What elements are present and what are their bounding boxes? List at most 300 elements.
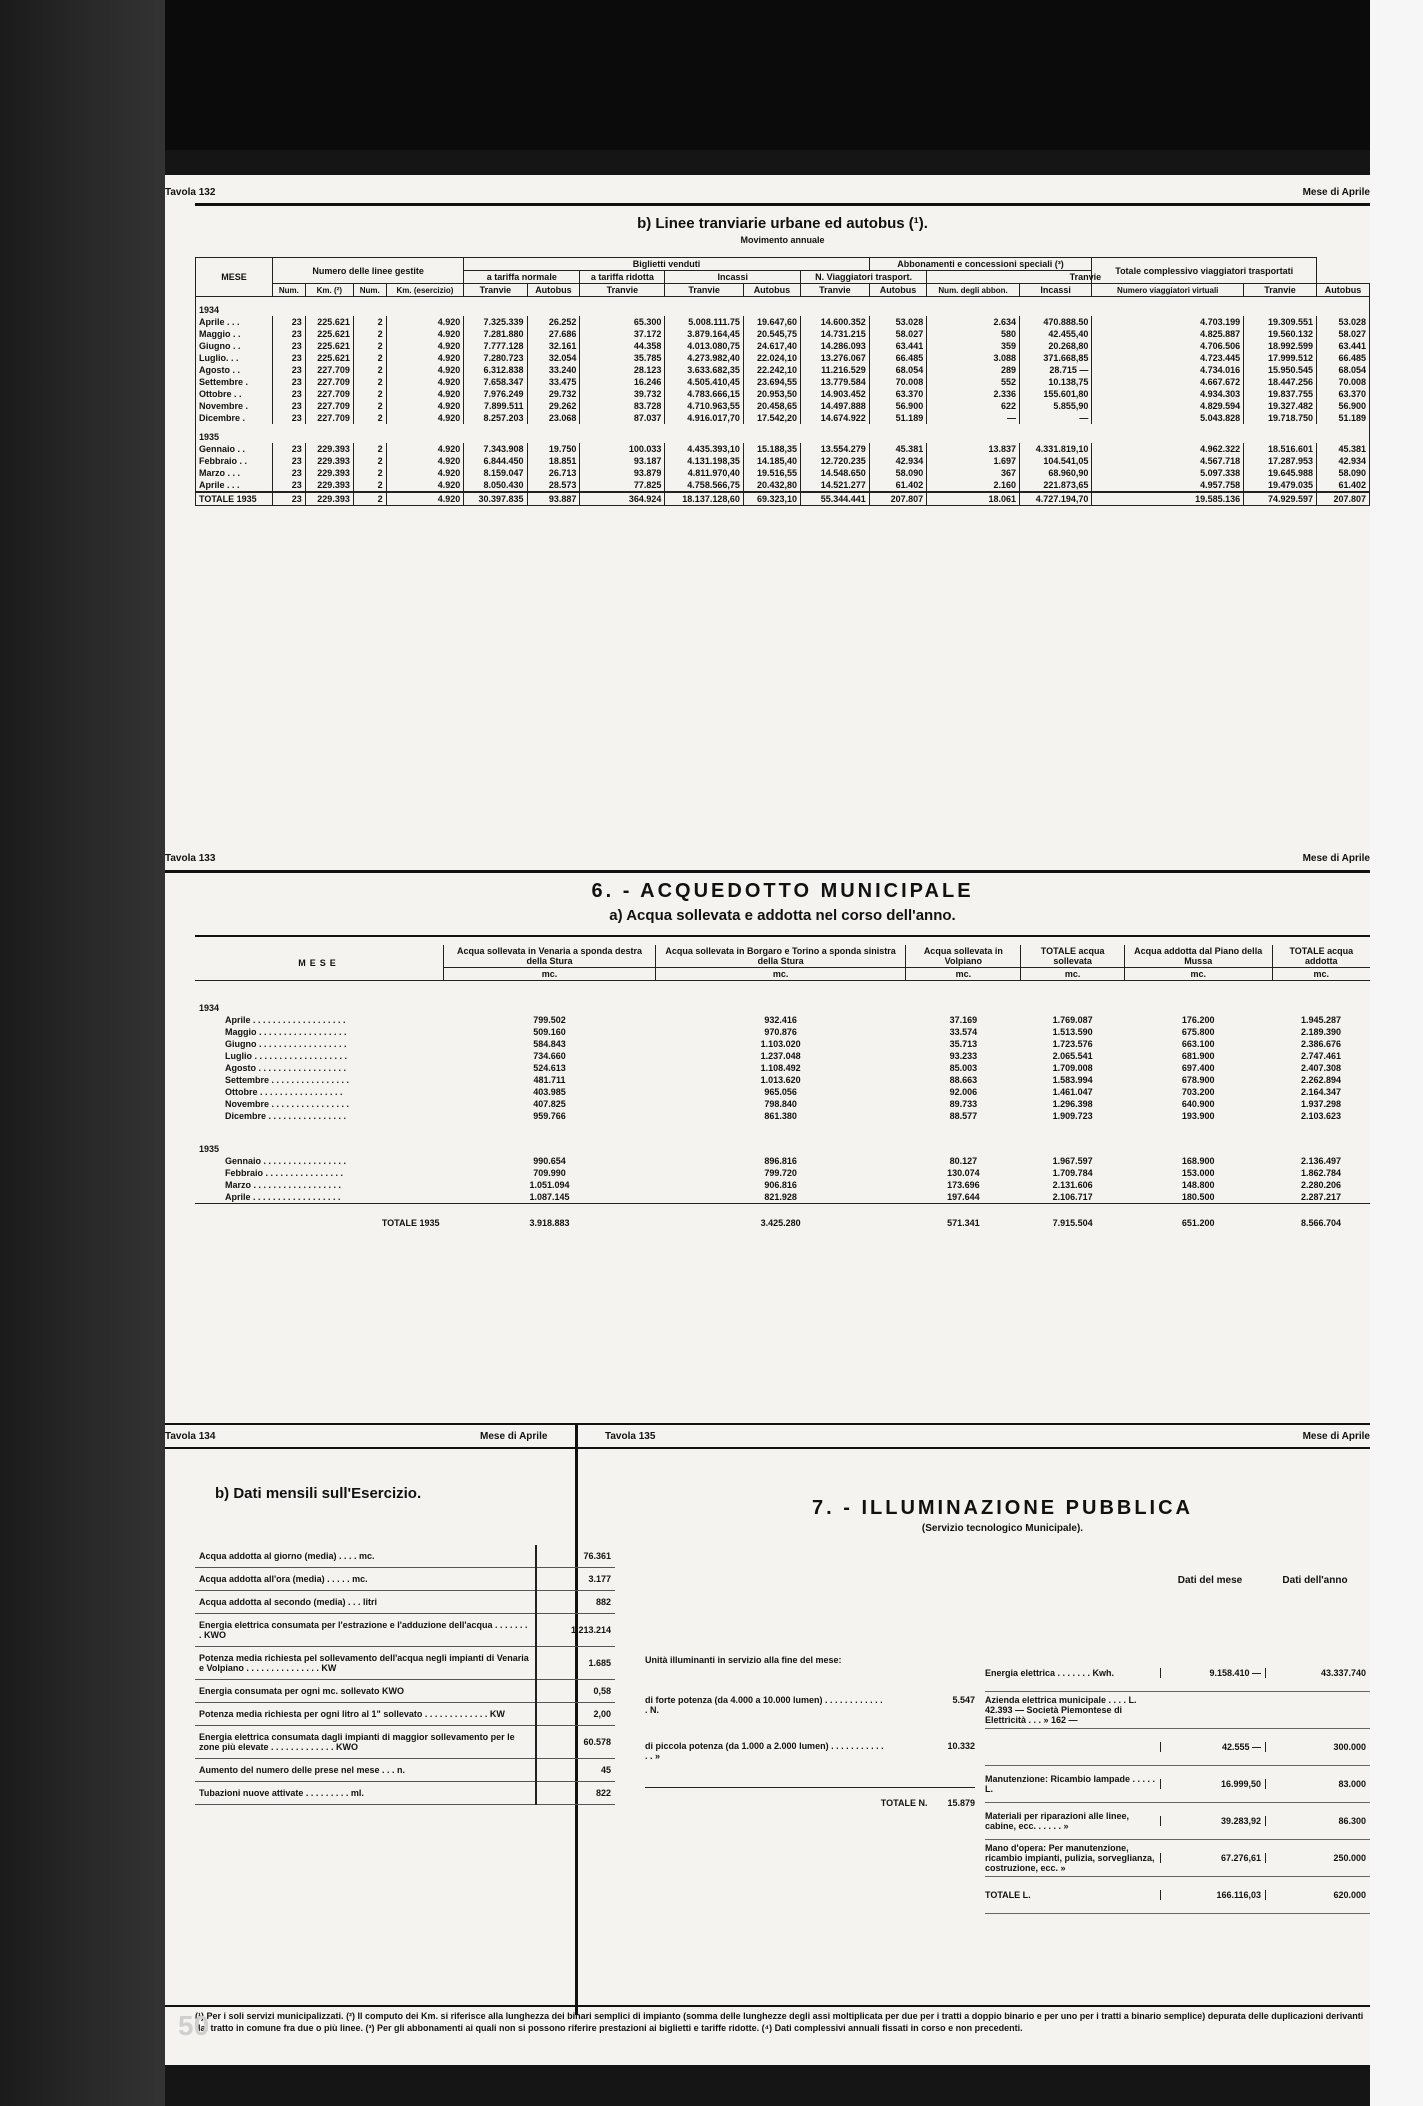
rule [165, 2005, 1370, 2007]
table-cell: 23 [273, 443, 306, 455]
row-value: 1.213.214 [536, 1614, 615, 1647]
table-cell: 16.246 [580, 376, 665, 388]
page-number: 50 [178, 2010, 210, 2041]
table-cell: 7.915.504 [1052, 1218, 1093, 1228]
table-row [195, 1647, 615, 1680]
table-cell: 229.393 [305, 479, 353, 492]
col-tariffa-normale: a tariffa normale [464, 271, 580, 284]
table-cell: 68.054 [869, 364, 926, 376]
col-viaggiatori: N. Viaggiatori trasport. [801, 271, 927, 284]
table-cell: 1.709.008 [1052, 1063, 1093, 1073]
unit-label: mc. [1124, 968, 1272, 981]
table-cell: 3.425.280 [760, 1218, 801, 1228]
table-row [195, 1155, 1370, 1167]
month-label: Agosto . . . . . . . . . . . . . . . . . . [225, 1063, 347, 1073]
table-row [196, 328, 1370, 340]
row-value: 10.332 [947, 1741, 975, 1751]
table-cell: 68.960,90 [1019, 467, 1091, 479]
table-cell: 39.732 [580, 388, 665, 400]
table-cell: 229.393 [305, 443, 353, 455]
month-label: Marzo . . . . . . . . . . . . . . . . . . [225, 1180, 342, 1190]
table-cell: — [1019, 412, 1091, 424]
table-cell: 4.920 [386, 467, 464, 479]
tav133-title: a) Acqua sollevata e addotta nel corso dell'anno. [609, 907, 956, 924]
table-cell: 63.441 [1317, 340, 1370, 352]
table-cell: 13.779.584 [801, 376, 870, 388]
col-numero-linee: Numero delle linee gestite [273, 258, 464, 284]
table-row [195, 1204, 1370, 1230]
col-h-tranvie: Tranvie [464, 284, 527, 297]
table-cell: 1.013.620 [760, 1075, 801, 1085]
col-incassi: Incassi [665, 271, 801, 284]
table-cell: 35.713 [949, 1039, 978, 1049]
table-cell: 32.054 [527, 352, 580, 364]
table-cell: 3.088 [927, 352, 1020, 364]
table-cell: 148.800 [1181, 1180, 1215, 1190]
table-cell: 1.103.020 [760, 1039, 801, 1049]
row-value: 39.283,92 [1160, 1816, 1265, 1826]
table-cell: 4.811.970,40 [665, 467, 743, 479]
table-cell: 4.916.017,70 [665, 412, 743, 424]
table-cell: 69.323,10 [743, 492, 800, 506]
table-cell: 227.709 [305, 412, 353, 424]
table-cell: 2.407.308 [1301, 1063, 1342, 1073]
table-cell: 4.706.506 [1092, 340, 1244, 352]
tav134-label: Tavola 134 [165, 1431, 216, 1442]
table-row [196, 364, 1370, 376]
table-cell: 55.344.441 [801, 492, 870, 506]
table-cell: 2.103.623 [1301, 1111, 1342, 1121]
table-cell: 93.187 [580, 455, 665, 467]
table-cell: 35.785 [580, 352, 665, 364]
table-cell: 227.709 [305, 388, 353, 400]
table-cell: 19.750 [527, 443, 580, 455]
row-label: Aumento del numero delle prese nel mese . . . n. [195, 1759, 536, 1782]
col-num-bus: Num. [353, 284, 386, 297]
col-h-tranvie: Tranvie [801, 284, 870, 297]
table-cell: 20.458,65 [743, 400, 800, 412]
table-cell: 65.300 [580, 316, 665, 328]
table-cell: 2.160 [927, 479, 1020, 492]
table-row [196, 467, 1370, 479]
month-label: Settembre . . . . . . . . . . . . . . . . [225, 1075, 350, 1085]
table-cell: 2.065.541 [1052, 1051, 1093, 1061]
table-cell: 56.900 [869, 400, 926, 412]
row-value: 5.547 [952, 1695, 975, 1705]
table-cell: 3.918.883 [529, 1218, 570, 1228]
table-cell: 33.574 [949, 1027, 978, 1037]
month-label: Marzo . . . [196, 467, 273, 479]
table-cell: 552 [927, 376, 1020, 388]
row-label: Azienda elettrica municipale . . . . L. 42.393 — Società Piemontese di Elettricità . . . » 162 — [985, 1695, 1137, 1725]
row-label: TOTALE L. [985, 1890, 1031, 1900]
month-label: Febbraio . . . . . . . . . . . . . . . . [225, 1168, 344, 1178]
tav135-label: Tavola 135 [605, 1431, 656, 1442]
table-row [196, 400, 1370, 412]
unit-label: mc. [1272, 968, 1370, 981]
row-value: 76.361 [536, 1545, 615, 1568]
tav133-table [195, 945, 1370, 1229]
table-cell: 1.909.723 [1052, 1111, 1093, 1121]
table-cell: 53.028 [869, 316, 926, 328]
table-cell: 2.136.497 [1301, 1156, 1342, 1166]
tav132-table [195, 257, 1370, 506]
table-row [196, 424, 1370, 443]
tav134-table [195, 1545, 615, 1805]
table-cell: 2.386.676 [1301, 1039, 1342, 1049]
row-value: 16.999,50 [1160, 1779, 1265, 1789]
table-cell: 896.816 [764, 1156, 797, 1166]
table-cell: 4.131.198,35 [665, 455, 743, 467]
table-cell: 965.056 [764, 1087, 797, 1097]
rule [165, 870, 1370, 873]
table-cell: 13.837 [927, 443, 1020, 455]
month-label: TOTALE 1935 [381, 1218, 440, 1228]
col-h-tranvie: Tranvie [665, 284, 743, 297]
col-incassi-abb: Incassi [1019, 284, 1091, 297]
row-value: 822 [536, 1782, 615, 1805]
table-cell: 4.505.410,45 [665, 376, 743, 388]
table-cell: 23.694,55 [743, 376, 800, 388]
table-cell: 193.900 [1181, 1111, 1215, 1121]
table-cell: 45.381 [1317, 443, 1370, 455]
table-cell: 6.844.450 [464, 455, 527, 467]
table-row [195, 1074, 1370, 1086]
table-cell: 225.621 [305, 340, 353, 352]
tav135-left-title: Unità illuminanti in servizio alla fine del mese: [645, 1655, 842, 1665]
col-header: TOTALE acqua sollevata [1021, 945, 1124, 968]
table-cell: 1.051.094 [529, 1180, 570, 1190]
table-cell: 4.957.758 [1092, 479, 1244, 492]
row-label: Manutenzione: Ricambio lampade . . . . . L. [985, 1774, 1156, 1794]
tav135-section: 7. - ILLUMINAZIONE PUBBLICA [812, 1497, 1193, 1519]
table-cell: 26.713 [527, 467, 580, 479]
table-row [196, 443, 1370, 455]
table-cell: 1.723.576 [1052, 1039, 1093, 1049]
table-cell: 2.189.390 [1301, 1027, 1342, 1037]
table-row [195, 1014, 1370, 1026]
table-cell: 80.127 [949, 1156, 978, 1166]
row-value: 45 [536, 1759, 615, 1782]
table-cell: 225.621 [305, 352, 353, 364]
row-value: 166.116,03 [1160, 1890, 1265, 1900]
table-cell: 799.720 [764, 1168, 797, 1178]
row-label: di forte potenza (da 4.000 a 10.000 lumen) . . . . . . . . . . . . . N. [645, 1695, 883, 1715]
table-cell: 23 [273, 316, 306, 328]
table-cell: 23 [273, 364, 306, 376]
table-cell: 3.633.682,35 [665, 364, 743, 376]
table-cell: 23.068 [527, 412, 580, 424]
row-value: 43.337.740 [1265, 1668, 1366, 1678]
row-label: Energia elettrica consumata dagli impianti di maggior sollevamento per le zone più elevate . . . . . . . . . . . . . KWO [195, 1726, 536, 1759]
table-row [196, 297, 1370, 317]
table-cell: 89.733 [949, 1099, 978, 1109]
table-cell: 15.188,35 [743, 443, 800, 455]
table-cell: 709.990 [533, 1168, 566, 1178]
footnote: (¹) Per i soli servizi municipalizzati. [195, 2011, 344, 2021]
list-item [985, 1655, 1370, 1692]
table-cell: 1.697 [927, 455, 1020, 467]
table-cell: 12.720.235 [801, 455, 870, 467]
table-cell: 2.280.206 [1301, 1180, 1342, 1190]
table-row [196, 492, 1370, 506]
row-value: 620.000 [1265, 1890, 1366, 1900]
table-cell: 14.286.093 [801, 340, 870, 352]
table-cell: 207.807 [1317, 492, 1370, 506]
table-cell: 22.242,10 [743, 364, 800, 376]
footnote: (⁴) Dati complessivi annuali fissati in corso e non precedenti. [761, 2023, 1023, 2033]
table-cell: 4.331.819,10 [1019, 443, 1091, 455]
month-label: Ottobre . . [196, 388, 273, 400]
tav134-month: Mese di Aprile [480, 1431, 548, 1442]
table-cell: 176.200 [1181, 1015, 1215, 1025]
table-cell: 221.873,65 [1019, 479, 1091, 492]
col-km: Km. (²) [305, 284, 353, 297]
table-cell: 2 [353, 455, 386, 467]
table-cell: 663.100 [1181, 1039, 1215, 1049]
table-cell: 1.967.597 [1052, 1156, 1093, 1166]
list-item [985, 1803, 1370, 1840]
col-h-autobus: Autobus [743, 284, 800, 297]
table-cell: 2 [353, 467, 386, 479]
table-cell: 42.934 [869, 455, 926, 467]
table-cell: 92.006 [949, 1087, 978, 1097]
table-cell: 4.723.445 [1092, 352, 1244, 364]
table-row [195, 1026, 1370, 1038]
table-cell: 93.887 [527, 492, 580, 506]
table-cell: 821.928 [764, 1192, 797, 1202]
table-cell: 58.027 [869, 328, 926, 340]
table-row [196, 412, 1370, 424]
table-cell: 4.920 [386, 479, 464, 492]
month-label: Aprile . . . [196, 316, 273, 328]
month-label: Novembre . . . . . . . . . . . . . . . . [225, 1099, 350, 1109]
table-cell: 970.876 [764, 1027, 797, 1037]
month-label: TOTALE 1935 [196, 492, 273, 506]
table-row [195, 1191, 1370, 1204]
table-cell: — [927, 412, 1020, 424]
list-item [985, 1729, 1370, 1766]
table-cell: 4.920 [386, 328, 464, 340]
list-item [645, 1695, 975, 1715]
year-label: 1935 [196, 424, 1370, 443]
table-row [195, 1591, 615, 1614]
col-header: Acqua sollevata in Volpiano [906, 945, 1021, 968]
table-cell: 1.945.287 [1301, 1015, 1342, 1025]
table-cell: 4.920 [386, 388, 464, 400]
table-cell: 14.674.922 [801, 412, 870, 424]
table-cell: 7.777.128 [464, 340, 527, 352]
table-cell: 18.137.128,60 [665, 492, 743, 506]
table-cell: 23 [273, 340, 306, 352]
row-value: 67.276,61 [1160, 1853, 1265, 1863]
table-row [195, 1703, 615, 1726]
col-num-abbon: Num. degli abbon. [927, 284, 1020, 297]
month-label: Luglio. . . [196, 352, 273, 364]
table-cell: 580 [927, 328, 1020, 340]
table-cell: 28.573 [527, 479, 580, 492]
year-label: 1934 [199, 1003, 220, 1013]
month-label: Giugno . . [196, 340, 273, 352]
row-value: 60.578 [536, 1726, 615, 1759]
row-label: Energia elettrica consumata per l'estrazione e l'adduzione dell'acqua . . . . . . . . KWO [195, 1614, 536, 1647]
col-header: Acqua sollevata in Borgaro e Torino a sponda sinistra della Stura [656, 945, 906, 968]
table-cell: 63.370 [869, 388, 926, 400]
table-cell: 155.601,80 [1019, 388, 1091, 400]
table-cell: 1.237.048 [760, 1051, 801, 1061]
table-cell: 19.309.551 [1244, 316, 1317, 328]
row-value: 2,00 [536, 1703, 615, 1726]
table-cell: 88.577 [949, 1111, 978, 1121]
row-value: 882 [536, 1591, 615, 1614]
table-cell: 28.123 [580, 364, 665, 376]
table-cell: 18.992.599 [1244, 340, 1317, 352]
rule [165, 1447, 1370, 1449]
month-label: Gennaio . . . . . . . . . . . . . . . . . [225, 1156, 347, 1166]
table-cell: 5.008.111.75 [665, 316, 743, 328]
table-cell: 2 [353, 400, 386, 412]
table-row [195, 1122, 1370, 1155]
row-value: 1.685 [536, 1647, 615, 1680]
table-row [195, 1726, 615, 1759]
table-row [195, 1568, 615, 1591]
table-cell: 1.937.298 [1301, 1099, 1342, 1109]
table-cell: 2 [353, 376, 386, 388]
table-cell: 524.613 [533, 1063, 566, 1073]
table-cell: 19.585.136 [1092, 492, 1244, 506]
table-cell: 197.644 [947, 1192, 980, 1202]
table-cell: 697.400 [1181, 1063, 1215, 1073]
table-cell: 68.054 [1317, 364, 1370, 376]
row-label: TOTALE N. [880, 1798, 928, 1808]
table-cell: 23 [273, 412, 306, 424]
col-h-tranvie: Tranvie [580, 284, 665, 297]
table-cell: 37.172 [580, 328, 665, 340]
table-cell: 22.024,10 [743, 352, 800, 364]
table-cell: 4.920 [386, 340, 464, 352]
table-cell: 2 [353, 364, 386, 376]
table-cell: 4.273.982,40 [665, 352, 743, 364]
table-row [195, 1680, 615, 1703]
table-cell: 10.138,75 [1019, 376, 1091, 388]
table-cell: 8.257.203 [464, 412, 527, 424]
table-cell: 63.370 [1317, 388, 1370, 400]
table-cell: 861.380 [764, 1111, 797, 1121]
col-abbonamenti: Abbonamenti e concessioni speciali (³) [869, 258, 1092, 271]
table-cell: 14.497.888 [801, 400, 870, 412]
table-row [196, 388, 1370, 400]
table-cell: 5.043.828 [1092, 412, 1244, 424]
table-cell: 77.825 [580, 479, 665, 492]
table-cell: 678.900 [1181, 1075, 1215, 1085]
row-label: Acqua addotta al giorno (media) . . . . mc. [195, 1545, 536, 1568]
table-cell: 8.159.047 [464, 467, 527, 479]
table-cell: 24.617,40 [743, 340, 800, 352]
table-row [195, 1110, 1370, 1122]
month-label: Agosto . . [196, 364, 273, 376]
table-cell: 4.920 [386, 376, 464, 388]
row-value: 86.300 [1265, 1816, 1366, 1826]
table-cell: 23 [273, 479, 306, 492]
table-cell: 2 [353, 352, 386, 364]
month-label: Maggio . . . . . . . . . . . . . . . . . . [225, 1027, 347, 1037]
table-cell: 2 [353, 479, 386, 492]
table-cell: 17.999.512 [1244, 352, 1317, 364]
table-cell: 168.900 [1181, 1156, 1215, 1166]
table-cell: 8.050.430 [464, 479, 527, 492]
table-cell: 227.709 [305, 376, 353, 388]
table-cell: 83.728 [580, 400, 665, 412]
col-tranvie-abb: Tranvie [927, 271, 1244, 284]
table-row [196, 340, 1370, 352]
table-cell: 1.296.398 [1052, 1099, 1093, 1109]
table-cell: 3.879.164,45 [665, 328, 743, 340]
table-cell: 4.920 [386, 455, 464, 467]
table-cell: 227.709 [305, 400, 353, 412]
table-cell: 2.287.217 [1301, 1192, 1342, 1202]
table-cell: 23 [273, 455, 306, 467]
table-cell: 622 [927, 400, 1020, 412]
row-label: Mano d'opera: Per manutenzione, ricambio impianti, pulizia, sorveglianza, costruzione, ecc. » [985, 1843, 1155, 1873]
col-header: Acqua addotta dal Piano della Mussa [1124, 945, 1272, 968]
table-cell: 58.090 [1317, 467, 1370, 479]
table-cell: 1.108.492 [760, 1063, 801, 1073]
table-row [195, 981, 1370, 1015]
tav133-label: Tavola 133 [165, 853, 216, 864]
scan-border-top [0, 0, 1423, 150]
table-cell: 4.920 [386, 400, 464, 412]
table-cell: 42.934 [1317, 455, 1370, 467]
table-cell: 2 [353, 388, 386, 400]
month-label: Ottobre . . . . . . . . . . . . . . . . . [225, 1087, 343, 1097]
table-cell: 44.358 [580, 340, 665, 352]
table-cell: 1.461.047 [1052, 1087, 1093, 1097]
table-cell: 19.516,55 [743, 467, 800, 479]
table-row [195, 1062, 1370, 1074]
table-cell: 14.600.352 [801, 316, 870, 328]
table-cell: 23 [273, 400, 306, 412]
table-cell: 180.500 [1181, 1192, 1215, 1202]
month-label: Settembre . [196, 376, 273, 388]
table-cell: 481.711 [533, 1075, 566, 1085]
table-cell: 18.851 [527, 455, 580, 467]
table-cell: 20.268,80 [1019, 340, 1091, 352]
table-cell: 4.829.594 [1092, 400, 1244, 412]
table-cell: 2.106.717 [1052, 1192, 1093, 1202]
table-row [196, 316, 1370, 328]
col-header: TOTALE acqua addotta [1272, 945, 1370, 968]
table-cell: 2 [353, 412, 386, 424]
table-cell: 26.252 [527, 316, 580, 328]
table-cell: 14.521.277 [801, 479, 870, 492]
table-row [195, 1050, 1370, 1062]
table-cell: 651.200 [1181, 1218, 1215, 1228]
month-label: Aprile . . . . . . . . . . . . . . . . . . . [225, 1015, 346, 1025]
table-cell: 229.393 [305, 492, 353, 506]
col-h-autobus: Autobus [869, 284, 926, 297]
table-cell: 229.393 [305, 455, 353, 467]
footnote: (³) Per gli abbonamenti ai quali non si possono riferire prestazioni ai biglietti e tariffe ridotte. [365, 2023, 760, 2033]
table-cell: 4.567.718 [1092, 455, 1244, 467]
table-cell: 45.381 [869, 443, 926, 455]
table-cell: 4.920 [386, 352, 464, 364]
row-value: 83.000 [1265, 1779, 1366, 1789]
list-item [645, 1741, 975, 1761]
table-cell: 4.667.672 [1092, 376, 1244, 388]
table-cell: 20.953,50 [743, 388, 800, 400]
table-cell: 359 [927, 340, 1020, 352]
list-item [985, 1840, 1370, 1877]
